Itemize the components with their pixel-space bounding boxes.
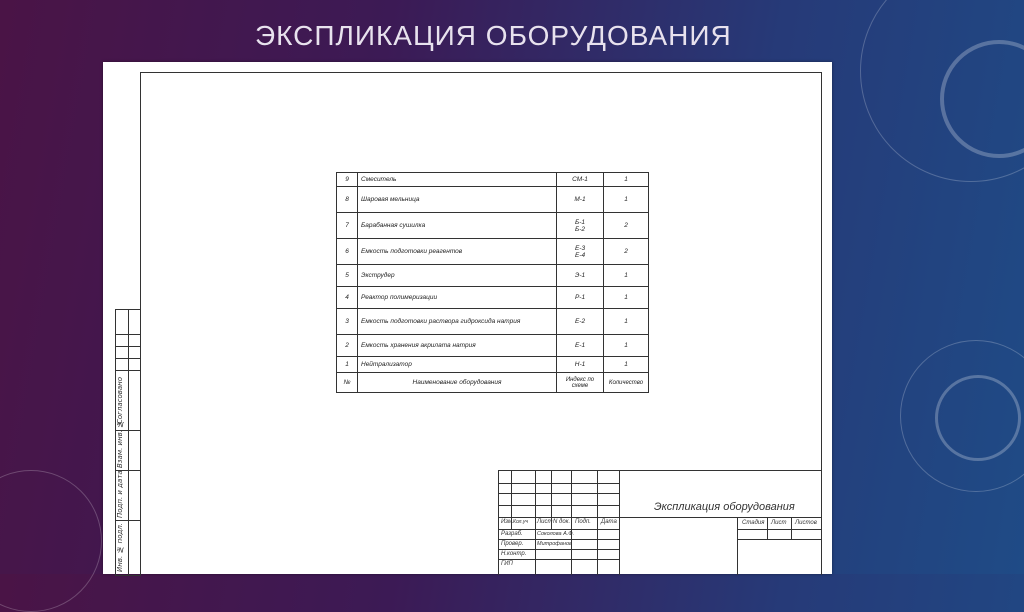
row-index: Э-1 [557,265,604,287]
strip-agreed: Согласовано [116,376,124,424]
row-num: 1 [337,357,358,373]
row-name: Емкость подготовки раствора гидроксида натрия [358,309,557,335]
row-qty: 1 [604,173,649,187]
title-block [498,470,822,575]
stamp-n-prov: Митрофанов [537,541,572,547]
row-name: Емкость подготовки реагентов [358,239,557,265]
row-num: 4 [337,287,358,309]
row-num: 3 [337,309,358,335]
row-qty: 2 [604,213,649,239]
row-name: Экструдер [358,265,557,287]
stamp-title: Экспликация оборудования [654,501,795,513]
stamp-listov: Листов [795,520,817,526]
row-qty: 1 [604,265,649,287]
strip-sign-date: Подп. и дата [116,470,124,518]
stamp-r-razrab: Разраб. [501,531,523,537]
stamp-stadiya: Стадия [742,520,765,526]
row-num: 6 [337,239,358,265]
row-num: 9 [337,173,358,187]
row-qty: 2 [604,239,649,265]
stamp-n-razrab: Соколова А.Ф. [537,531,575,537]
table-row [337,357,649,373]
row-qty: 1 [604,287,649,309]
table-row [337,265,649,287]
row-index: Б-1 Б-2 [557,213,604,239]
decor-ring-left [0,470,102,612]
strip-inv-orig: Инв. № подл. [116,522,124,572]
stamp-h-data: Дата [601,519,617,525]
table-row [337,309,649,335]
stamp-h-izm: Изм. [501,519,514,525]
row-num: 5 [337,265,358,287]
stamp-h-podp: Подп. [575,519,591,525]
slide-title: ЭКСПЛИКАЦИЯ ОБОРУДОВАНИЯ [255,20,732,51]
row-qty: 1 [604,309,649,335]
row-index: Е-2 [557,309,604,335]
row-qty: 1 [604,357,649,373]
stamp-r-nkontr: Н.контр. [501,551,527,557]
header-num: № [337,373,358,393]
header-qty: Количество [604,373,649,393]
row-index: Н-1 [557,357,604,373]
row-qty: 1 [604,335,649,357]
row-qty: 1 [604,187,649,213]
row-name: Смеситель [358,173,557,187]
stamp-list: Лист [771,520,787,526]
table-row [337,335,649,357]
stamp-h-list: Лист [537,519,553,525]
row-name: Шаровая мельница [358,187,557,213]
row-num: 2 [337,335,358,357]
strip-replaced: Взам. инв. № [116,419,124,468]
row-name: Емкость хранения акрилата натрия [358,335,557,357]
table-header-row [337,373,649,393]
drawing-sheet [103,62,832,574]
decor-ring-lower-inner [935,375,1021,461]
side-strip [115,309,141,576]
header-index: Индекс по схеме [557,373,604,393]
stamp-r-gip: ГИП [501,561,513,567]
row-num: 8 [337,187,358,213]
stamp-r-prov: Провер. [501,541,524,547]
stamp-h-kol: Кол.уч [513,519,528,525]
equipment-table [336,172,649,393]
table-row [337,173,649,187]
table-row [337,213,649,239]
row-index: М-1 [557,187,604,213]
row-name: Барабанная сушилка [358,213,557,239]
row-name: Нейтрализатор [358,357,557,373]
row-num: 7 [337,213,358,239]
header-name: Наименование оборудования [358,373,557,393]
table-row [337,187,649,213]
row-index: Е-3 Е-4 [557,239,604,265]
row-index: Р-1 [557,287,604,309]
table-row [337,287,649,309]
row-name: Реактор полимеризации [358,287,557,309]
table-row [337,239,649,265]
stamp-h-ndok: N док. [553,519,571,525]
row-index: Е-1 [557,335,604,357]
row-index: СМ-1 [557,173,604,187]
